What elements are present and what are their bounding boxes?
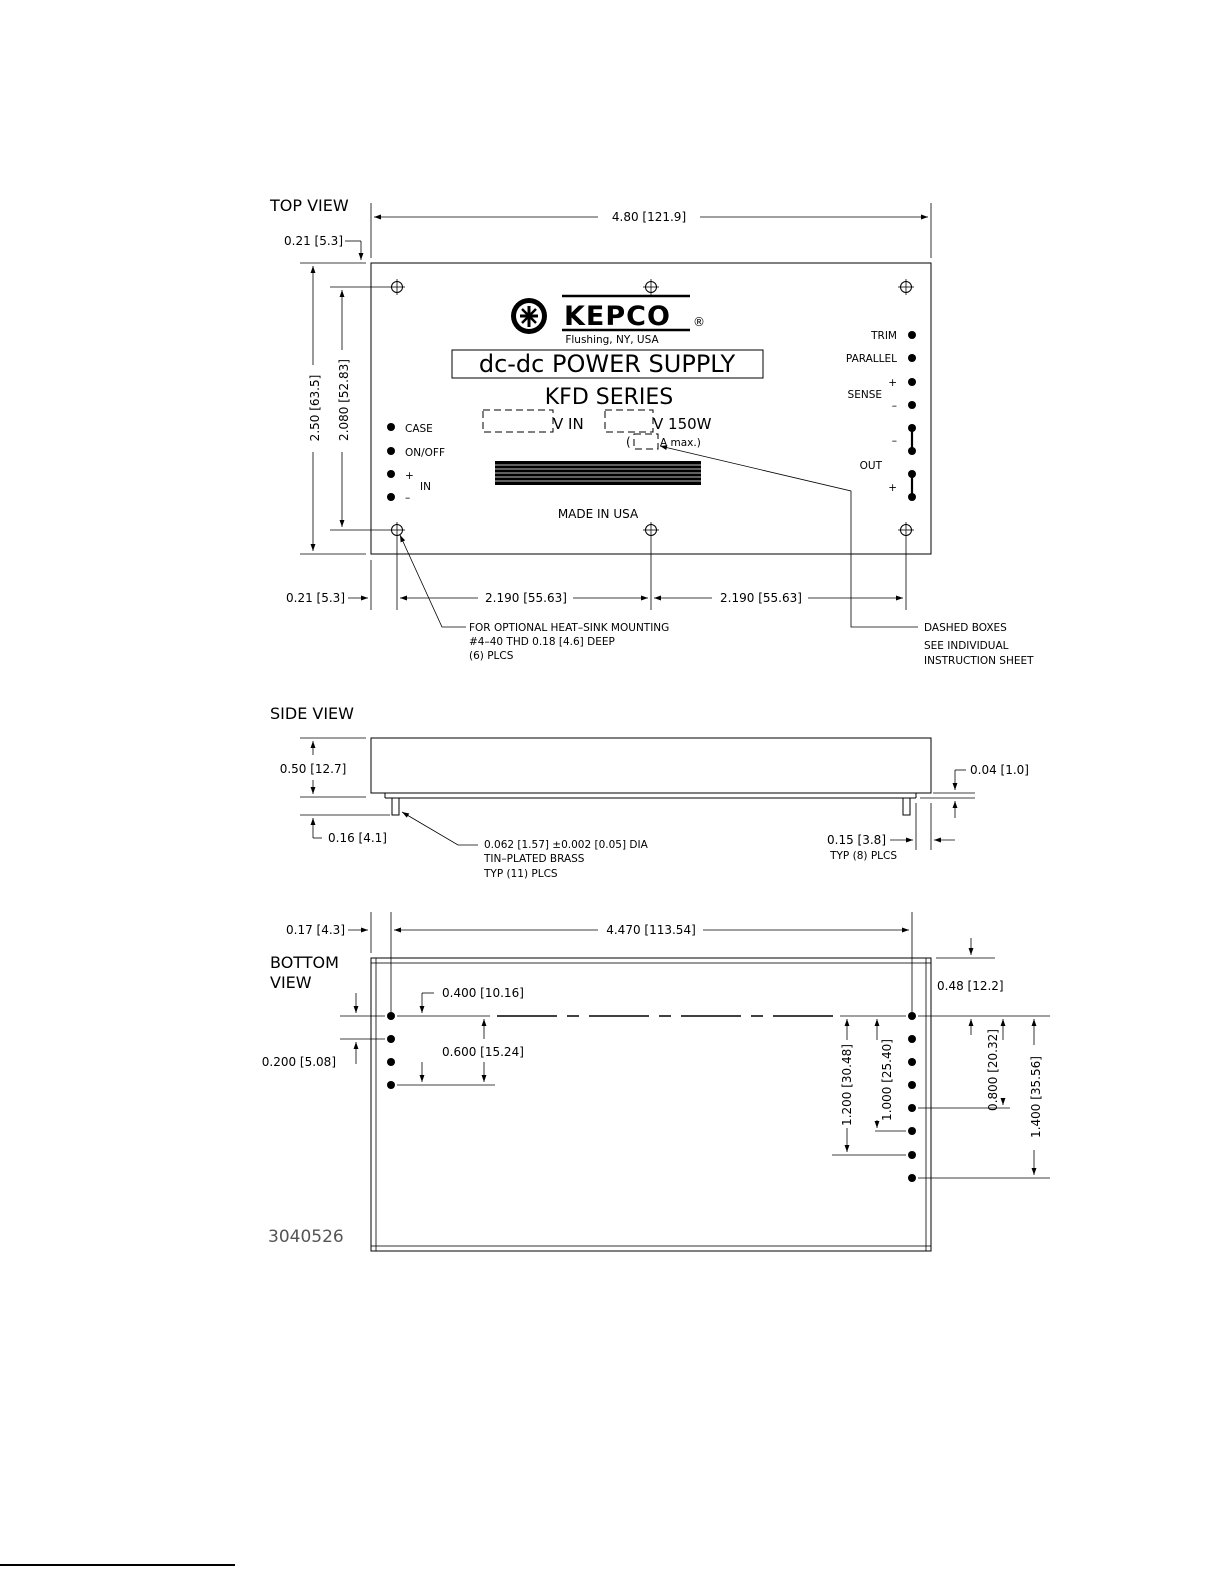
- input-terminals: [387, 423, 445, 504]
- left-pin-first-dimension: 0.400 [10.16]: [442, 986, 524, 1000]
- left-pin-column: [387, 1012, 395, 1089]
- sense-plus-label: +: [888, 377, 897, 389]
- bottom-view: [262, 912, 1050, 1251]
- input-label: IN: [420, 481, 431, 493]
- parallel-terminal-label: PARALLEL: [845, 353, 897, 365]
- drawing-number: 3040526: [268, 1227, 344, 1247]
- case-terminal-label: CASE: [405, 423, 433, 435]
- bottom-view-title: BOTTOM: [270, 953, 339, 972]
- mounting-hole: [898, 522, 914, 538]
- dashed-boxes-note-3: INSTRUCTION SHEET: [924, 655, 1034, 667]
- bottom-top-offset-dimension: 0.48 [12.2]: [937, 979, 1004, 993]
- output-label: OUT: [859, 460, 882, 472]
- sense-label: SENSE: [847, 389, 882, 401]
- input-plus-label: +: [405, 470, 414, 482]
- side-view: [270, 704, 1029, 880]
- top-view: [269, 196, 1034, 667]
- left-pin-span-dimension: 0.600 [15.24]: [442, 1045, 524, 1059]
- hole-spacing-h1-dimension: 2.190 [55.63]: [485, 591, 567, 605]
- top-view-title: TOP VIEW: [270, 196, 349, 215]
- standoff-dimension: 0.04 [1.0]: [970, 763, 1029, 777]
- kepco-logo: [511, 296, 705, 334]
- input-minus-label: –: [405, 492, 411, 504]
- input-voltage-dashed-box: [483, 410, 553, 432]
- left-pin-pitch-dimension: 0.200 [5.08]: [261, 1055, 336, 1069]
- trim-terminal-label: TRIM: [871, 330, 897, 342]
- voltage-in-label: V IN: [553, 415, 584, 433]
- mounting-hole: [898, 279, 914, 295]
- registered-mark: ®: [693, 315, 705, 329]
- mounting-hole: [643, 279, 659, 295]
- dashed-boxes-note-2: SEE INDIVIDUAL: [924, 640, 1009, 652]
- right-1200-dimension: 1.200 [30.48]: [840, 1044, 854, 1126]
- current-dashed-box: [634, 434, 658, 449]
- hole-spacing-h2-dimension: 2.190 [55.63]: [720, 591, 802, 605]
- side-view-title: SIDE VIEW: [270, 704, 354, 723]
- pin-left: [392, 798, 399, 815]
- left-hole-offset-dimension: 0.21 [5.3]: [286, 591, 345, 605]
- side-height-dimension: 0.50 [12.7]: [279, 762, 347, 776]
- standoff-edge-dimension: 0.15 [3.8]: [827, 833, 886, 847]
- made-in-label: MADE IN USA: [557, 507, 639, 521]
- pin-note-3: TYP (11) PLCS: [484, 868, 558, 880]
- bottom-view-title-2: VIEW: [270, 973, 312, 992]
- dashed-boxes-note: DASHED BOXES: [924, 622, 1007, 634]
- sense-minus-label: –: [891, 400, 897, 412]
- hole-spacing-vertical-dimension: 2.080 [52.83]: [337, 359, 351, 441]
- height-dimension: 2.50 [63.5]: [308, 374, 322, 442]
- brand-location: Flushing, NY, USA: [565, 334, 659, 346]
- amp-open-paren: (: [626, 435, 631, 449]
- output-voltage-dashed-box: [605, 410, 653, 432]
- pin-length-dimension: 0.16 [4.1]: [328, 831, 387, 845]
- right-1000-dimension: 1.000 [25.40]: [880, 1039, 894, 1121]
- right-1400-dimension: 1.400 [35.56]: [1029, 1056, 1043, 1138]
- output-plus-label: +: [888, 482, 897, 494]
- right-pin-column: [908, 1012, 916, 1182]
- bottom-offset-dimension: 0.17 [4.3]: [286, 923, 345, 937]
- pin-right: [903, 798, 910, 815]
- brand-name: KEPCO: [564, 301, 671, 332]
- amp-max-label: A max.): [660, 437, 701, 449]
- output-minus-label: –: [891, 435, 897, 447]
- side-body: [371, 738, 931, 793]
- top-hole-offset-dimension: 0.21 [5.3]: [284, 234, 343, 248]
- pin-note-2: TIN–PLATED BRASS: [484, 853, 585, 865]
- heatsink-note-3: (6) PLCS: [469, 650, 514, 662]
- right-0800-dimension: 0.800 [20.32]: [986, 1029, 1000, 1111]
- mounting-hole: [643, 522, 659, 538]
- heatsink-note-2: #4–40 THD 0.18 [4.6] DEEP: [469, 636, 615, 648]
- series-name: KFD SERIES: [544, 385, 674, 410]
- mounting-hole: [389, 522, 405, 538]
- heatsink-note: FOR OPTIONAL HEAT–SINK MOUNTING: [469, 622, 670, 634]
- label-stripes: [495, 461, 701, 485]
- onoff-terminal-label: ON/OFF: [405, 447, 446, 459]
- bottom-width-dimension: 4.470 [113.54]: [606, 923, 696, 937]
- output-terminals: [846, 330, 916, 501]
- top-width-dimension: 4.80 [121.9]: [611, 210, 687, 224]
- product-name: dc-dc POWER SUPPLY: [478, 350, 736, 378]
- pin-note: 0.062 [1.57] ±0.002 [0.05] DIA: [484, 839, 648, 851]
- power-rating-label: V 150W: [653, 415, 712, 433]
- standoff-typ-label: TYP (8) PLCS: [830, 850, 897, 862]
- mounting-hole: [389, 279, 405, 295]
